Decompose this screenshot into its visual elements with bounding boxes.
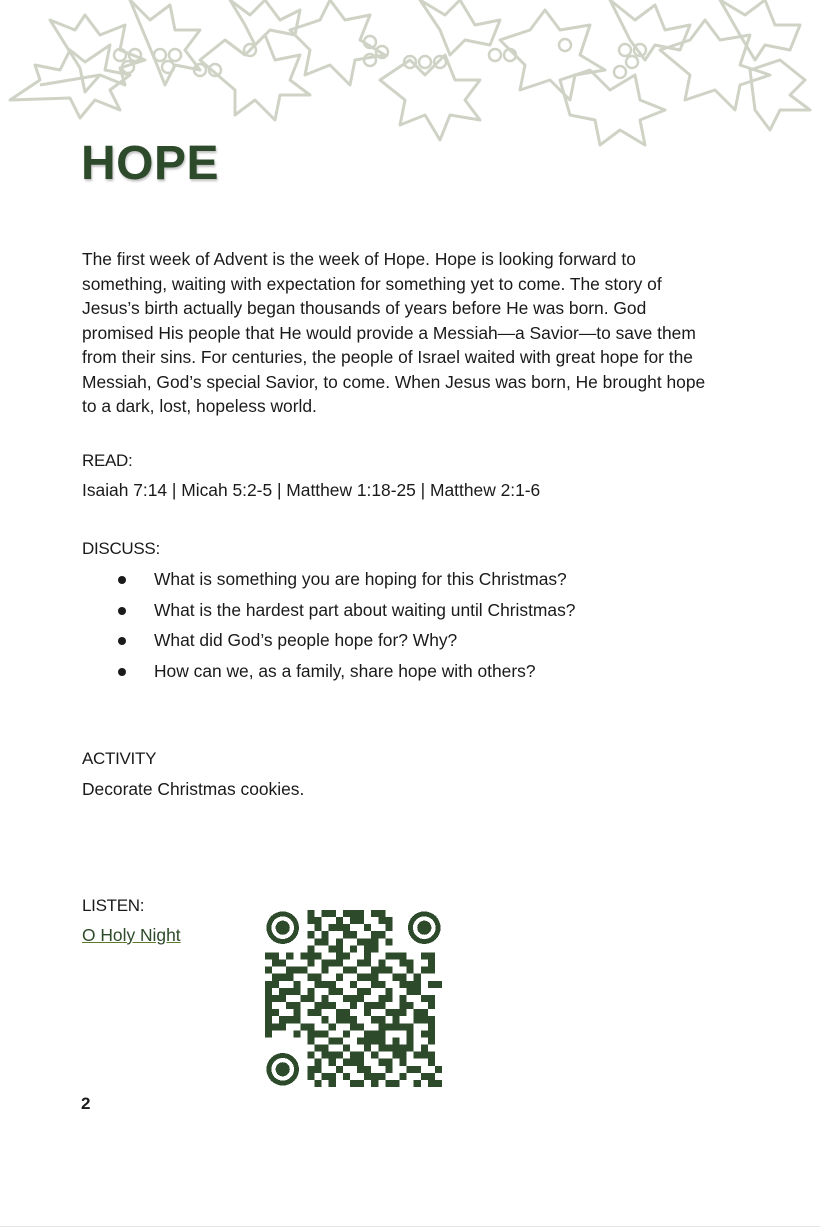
bullet-icon <box>118 607 126 615</box>
holly-leaves-icon <box>0 0 820 150</box>
bullet-icon <box>118 637 126 645</box>
list-item <box>82 627 722 658</box>
page-divider <box>0 1226 820 1227</box>
read-passages: Isaiah 7:14 | Micah 5:2-5 | Matthew 1:18-25 | Matthew 2:1-6 <box>82 480 541 500</box>
qr-code-icon[interactable] <box>265 910 442 1087</box>
bullet-icon <box>118 668 126 676</box>
page-number: 2 <box>81 1094 91 1113</box>
discussion-list <box>82 566 722 689</box>
discuss-label: DISCUSS: <box>82 539 160 558</box>
discussion-question: What did God’s people hope for? Why? <box>154 630 458 651</box>
listen-label: LISTEN: <box>82 896 145 915</box>
intro-paragraph: The first week of Advent is the week of Hope. Hope is looking forward to something, waiting with expectation for something yet to come. The story of Jesus’s birth actually began thousands of years before He was born. God promised His people that He would provide a Messiah—a Savior—to save them from their sins. For centuries, the people of Israel waited with great hope for the Messiah, God’s special Savior, to come. When Jesus was born, He brought hope to a dark, lost, hopeless world. <box>82 249 706 416</box>
list-item <box>82 566 722 597</box>
page-title: HOPE <box>81 137 220 190</box>
activity-label: ACTIVITY <box>82 749 157 768</box>
discussion-question: What is something you are hoping for this Christmas? <box>154 569 567 589</box>
song-link[interactable]: O Holy Night <box>82 925 181 945</box>
activity-text: Decorate Christmas cookies. <box>82 779 305 799</box>
read-label: READ: <box>82 451 133 470</box>
discussion-question: How can we, as a family, share hope with others? <box>154 661 536 682</box>
list-item <box>82 597 722 628</box>
bullet-icon <box>118 576 126 584</box>
discussion-question: What is the hardest part about waiting until Christmas? <box>154 599 576 620</box>
list-item <box>82 658 722 689</box>
